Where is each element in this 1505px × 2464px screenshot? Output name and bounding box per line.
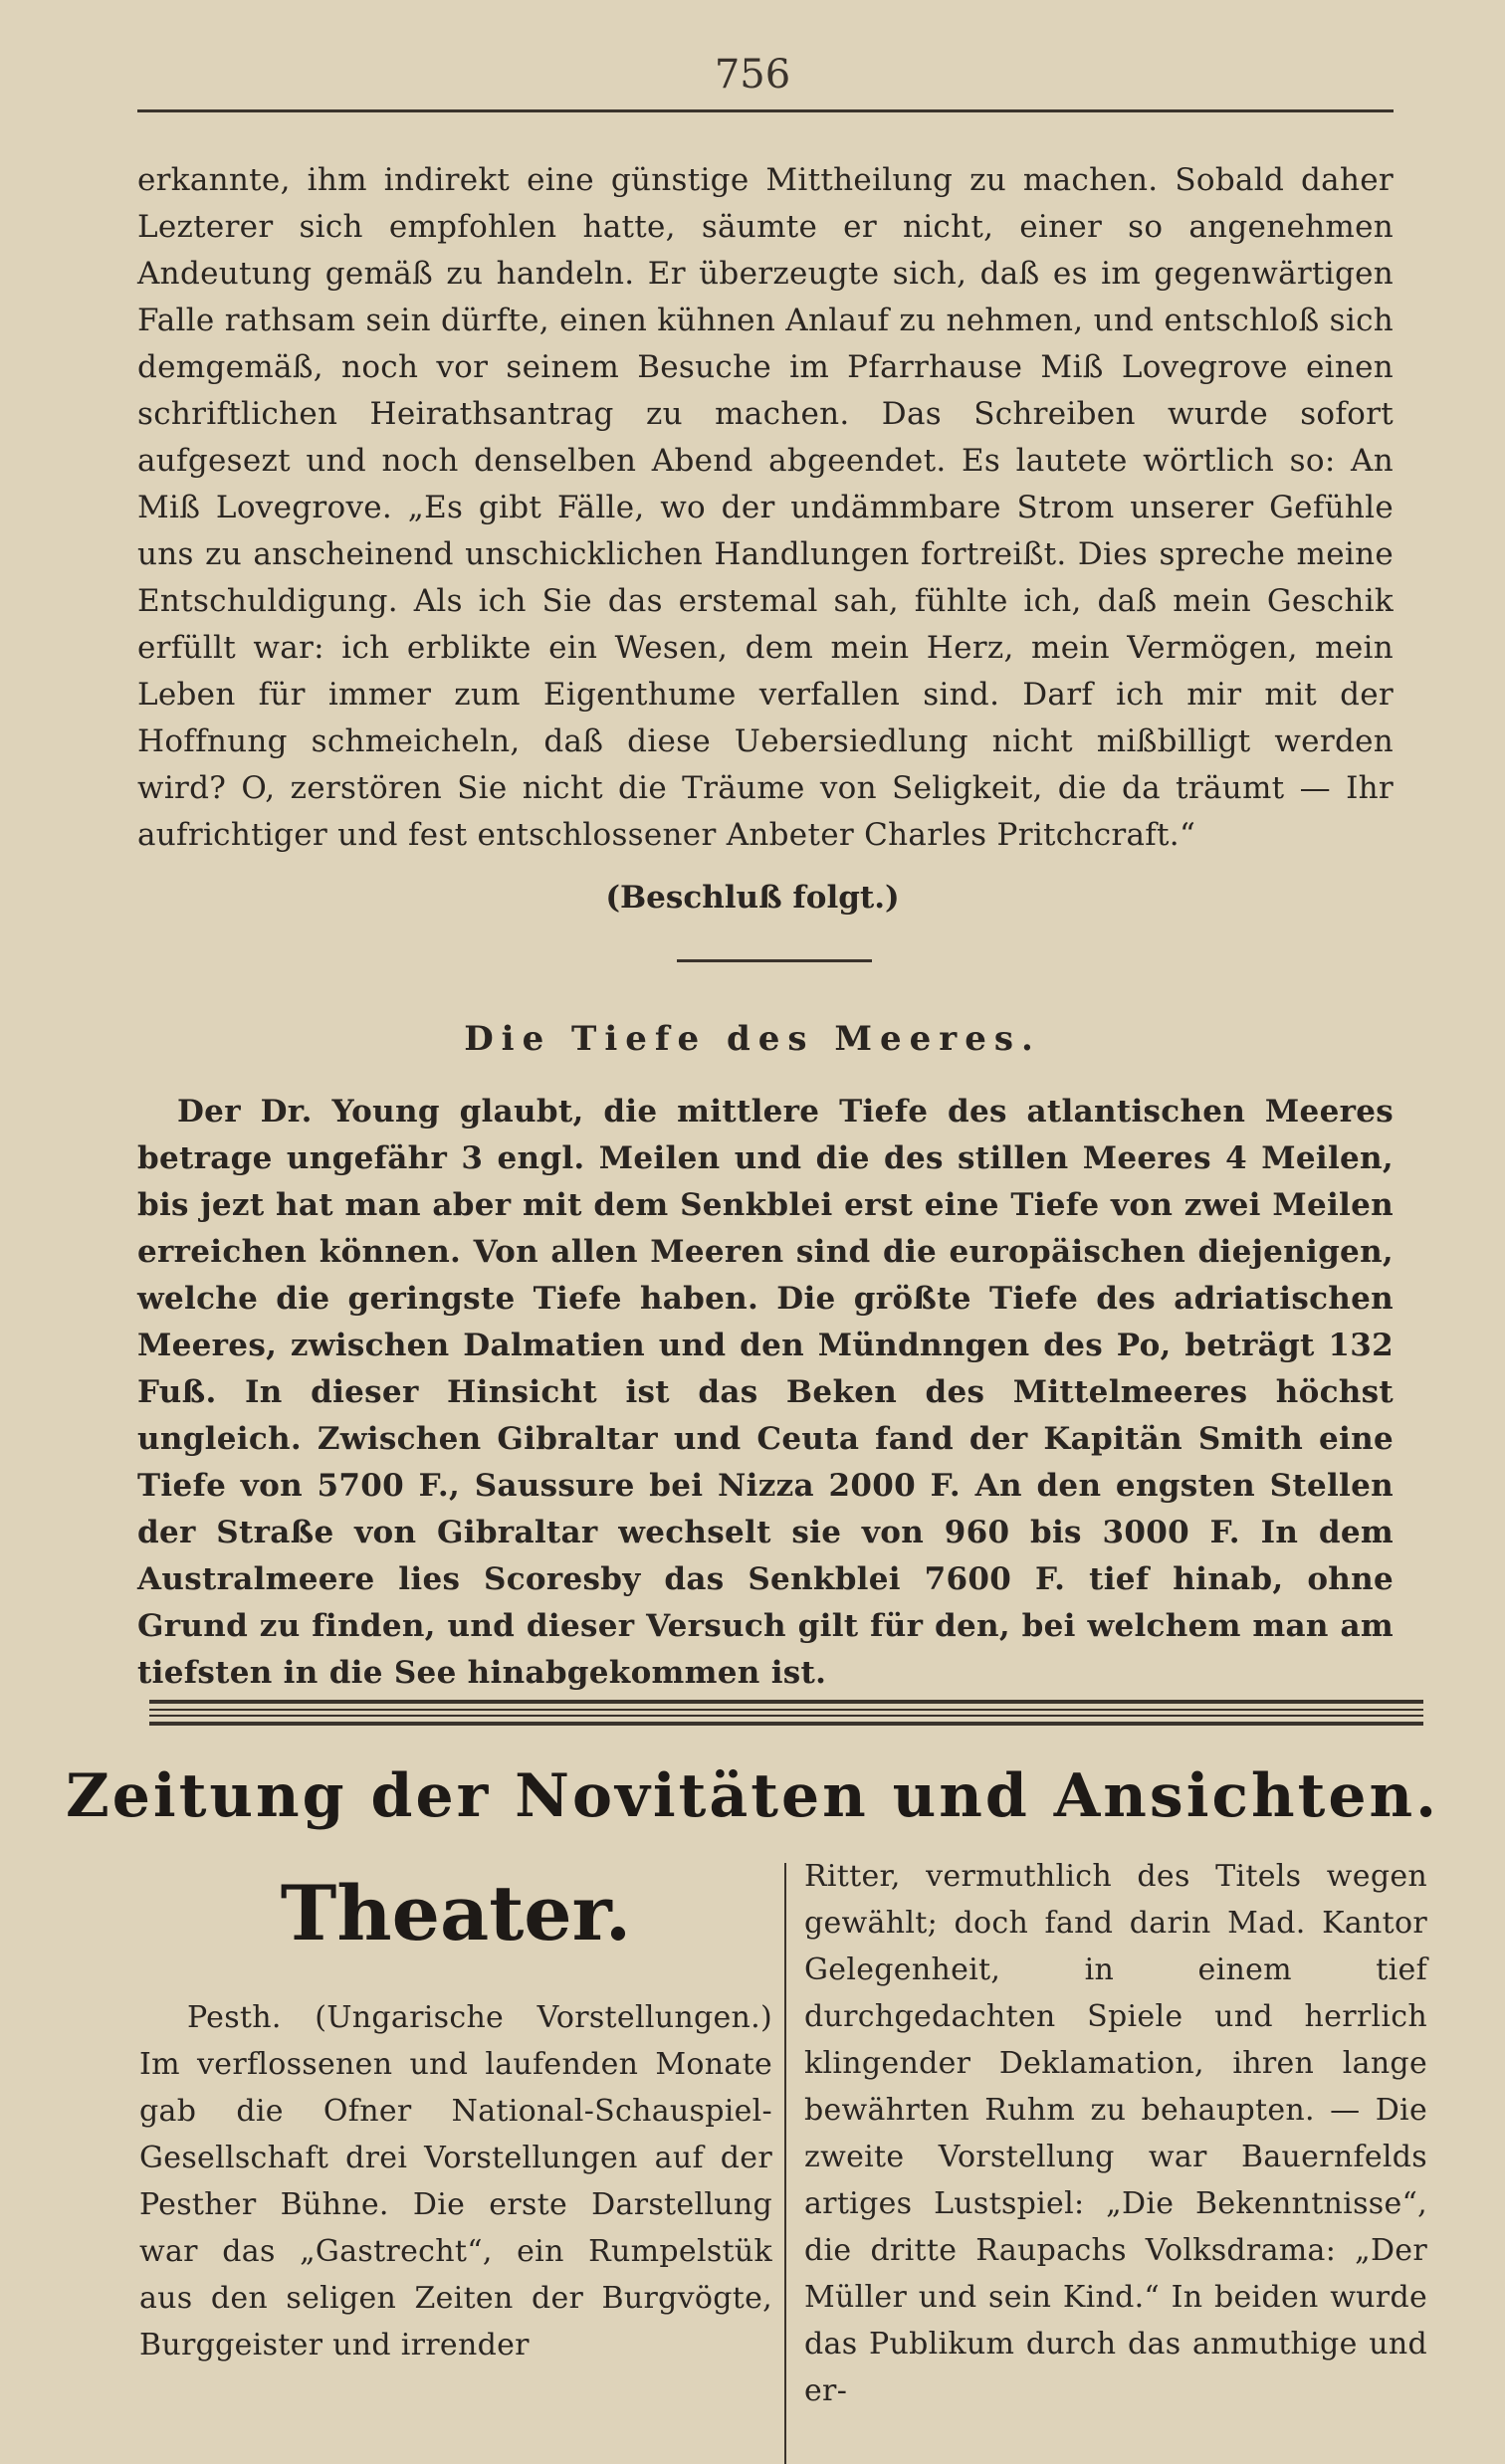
article-body [137, 1089, 1394, 1697]
story-continuation [137, 157, 1394, 859]
theater-right-text: Ritter, vermuthlich des Titels wegen gewählt; doch fand darin Mad. Kantor Gelegenheit, in einem tief durchgedachten Spiele und herrlich klingender Deklamation, ihren lange bewährten Ruhm zu behaupten. — Die zweite Vorstellung war Bauernfelds artiges Lustspiel: „Die Bekenntnisse“, die dritte Raupachs Volksdrama: „Der Müller und sein Kind.“ In beiden wurde das Publikum durch das anmuthige und er- [804, 1859, 1427, 2408]
column-divider [784, 1863, 786, 2464]
masthead-title: Zeitung der Novitäten und Ansichten. [65, 1761, 1440, 1831]
article-paragraph: Der Dr. Young glaubt, die mittlere Tiefe des atlantischen Meeres betrage ungefähr 3 engl. Meilen und die des stillen Meeres 4 Meilen, bis jezt hat man aber mit dem Senkblei erst eine Tiefe von zwei Meilen erreichen können. Von allen Meeren sind die europäischen diejenigen, welche die geringste Tiefe haben. Die größte Tiefe des adriatischen Meeres, zwischen Dalmatien und den Mündnngen des Po, beträgt 132 Fuß. In dieser Hinsicht ist das Beken des Mittelmeeres höchst ungleich. Zwischen Gibraltar und Ceuta fand der Kapitän Smith eine Tiefe von 5700 F., Saussure bei Nizza 2000 F. An den engsten Stellen der Straße von Gibraltar wechselt sie von 960 bis 3000 F. In dem Australmeere lies Scoresby das Senkblei 7600 F. tief hinab, ohne Grund zu finden, und dieser Versuch gilt für den, bei welchem man am tiefsten in die See hinabgekommen ist. [137, 1094, 1394, 1691]
ornamental-rule [149, 1700, 1423, 1728]
theater-right-column [804, 1853, 1427, 2414]
header-rule [137, 109, 1394, 112]
continued-note: (Beschluß folgt.) [605, 880, 900, 916]
article-title: Die Tiefe des Meeres. [464, 1019, 1041, 1059]
page-number: 756 [714, 52, 791, 98]
theater-title: Theater. [280, 1869, 632, 1957]
story-paragraph: erkannte, ihm indirekt eine günstige Mittheilung zu machen. Sobald daher Lezterer sich empfohlen hatte, säumte er nicht, einer so angenehmen Andeutung gemäß zu handeln. Er überzeugte sich, daß es im gegenwärtigen Falle rathsam sein dürfte, einen kühnen Anlauf zu nehmen, und entschloß sich demgemäß, noch vor seinem Besuche im Pfarrhause Miß Lovegrove einen schriftlichen Heirathsantrag zu machen. Das Schreiben wurde sofort aufgesezt und noch denselben Abend abgeendet. Es lautete wörtlich so: An Miß Lovegrove. „Es gibt Fälle, wo der undämmbare Strom unserer Gefühle uns zu anscheinend unschicklichen Handlungen fortreißt. Dies spreche meine Entschuldigung. Als ich Sie das erstemal sah, fühlte ich, daß mein Geschik erfüllt war: ich erblikte ein Wesen, dem mein Herz, mein Vermögen, mein Leben für immer zum Eigenthume verfallen sind. Darf ich mir mit der Hoffnung schmeicheln, daß diese Uebersiedlung nicht mißbilligt werden wird? O, zerstören Sie nicht die Träume von Seligkeit, die da träumt — Ihr aufrichtiger und fest entschlossener Anbeter Charles Pritchcraft.“ [137, 162, 1394, 853]
theater-left-text: Pesth. (Ungarische Vorstellungen.) Im verflossenen und laufenden Monate gab die Ofner National-Schauspiel-Gesellschaft drei Vorstellungen auf der Pesther Bühne. Die erste Darstellung war das „Gastrecht“, ein Rumpelstük aus den seligen Zeiten der Burgvögte, Burggeister und irrender [139, 2000, 772, 2362]
theater-left-column [139, 1869, 772, 2368]
section-divider [677, 959, 872, 962]
